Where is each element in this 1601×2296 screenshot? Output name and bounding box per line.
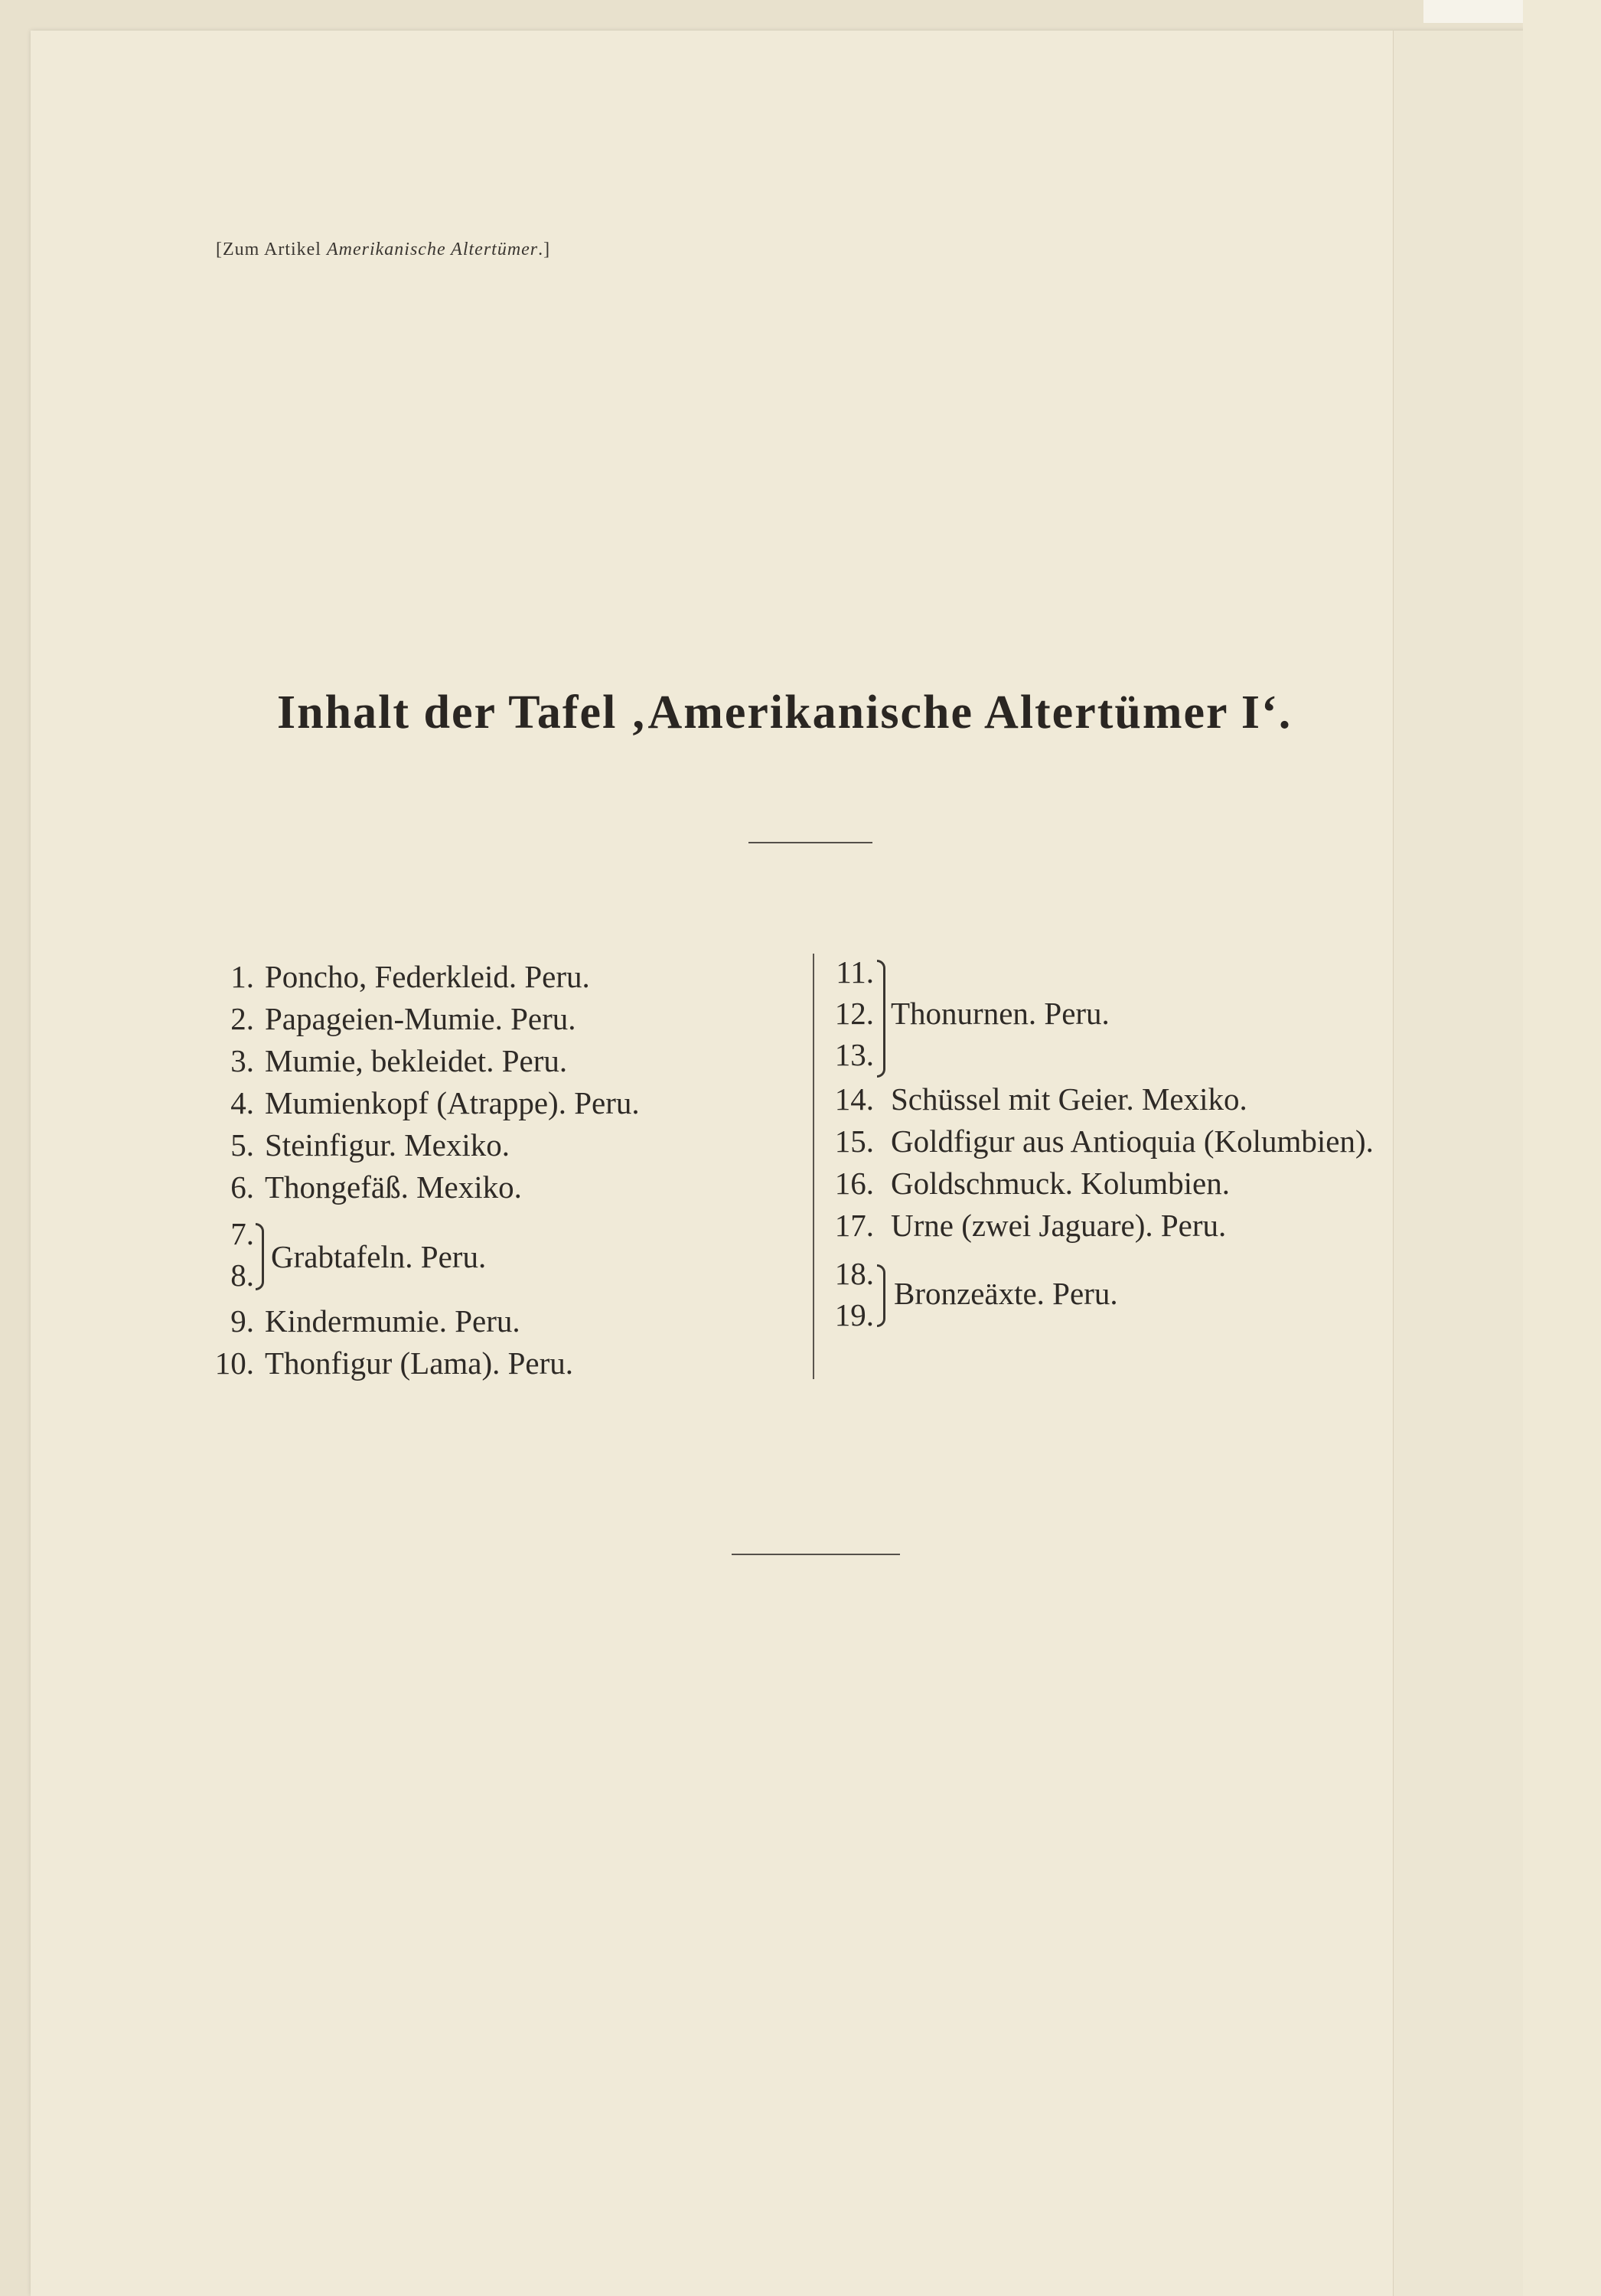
item-number: 7. [230,1216,254,1251]
item-number: 5. [230,1127,254,1163]
item-label: Steinfigur. Mexiko. [265,1127,510,1163]
item-label: Thonfigur (Lama). Peru. [265,1345,574,1381]
column-divider [813,954,814,1379]
item-label: Kindermumie. Peru. [265,1303,520,1339]
caption-suffix: .] [538,240,551,259]
divider-bottom [732,1554,900,1555]
item-number: 14. [834,1081,874,1117]
item-number: 4. [230,1085,254,1120]
group-brace [877,1264,885,1327]
item-number: 8. [230,1257,254,1293]
page-title: Inhalt der Tafel ‚Amerikanische Altertümer I‘. [277,687,1293,739]
item-number: 2. [230,1001,254,1036]
item-label: Thongefäß. Mexiko. [265,1169,522,1205]
group-label: Thonurnen. Peru. [891,996,1110,1031]
item-label: Schüssel mit Geier. Mexiko. [891,1081,1247,1117]
item-number: 11. [836,954,874,990]
item-label: Goldfigur aus Antioquia (Kolumbien). [891,1124,1374,1159]
item-number: 19. [834,1297,874,1332]
group-brace [256,1223,264,1290]
paper-page [31,31,1538,2296]
item-number: 15. [834,1124,874,1159]
divider-top [748,842,872,843]
group-brace [877,960,885,1078]
group-label: Bronzeäxte. Peru. [894,1276,1118,1311]
item-number: 17. [834,1208,874,1243]
item-label: Mumie, bekleidet. Peru. [265,1043,568,1078]
article-caption [216,240,550,260]
item-number: 6. [230,1169,254,1205]
page-edge-right [1523,0,1601,2296]
item-label: Poncho, Federkleid. Peru. [265,959,590,994]
item-label: Urne (zwei Jaguare). Peru. [891,1208,1227,1243]
page-edge [1423,0,1523,23]
caption-prefix: [Zum Artikel [216,240,327,259]
item-number: 18. [834,1256,874,1291]
item-number: 16. [834,1166,874,1201]
item-number: 1. [230,959,254,994]
group-label: Grabtafeln. Peru. [271,1239,487,1274]
item-number: 12. [834,996,874,1031]
item-number: 9. [230,1303,254,1339]
item-label: Goldschmuck. Kolumbien. [891,1166,1230,1201]
item-number: 13. [834,1037,874,1072]
item-label: Papageien-Mumie. Peru. [265,1001,576,1036]
item-label: Mumienkopf (Atrappe). Peru. [265,1085,640,1120]
caption-article-name: Amerikanische Altertümer [326,240,539,259]
item-number: 3. [230,1043,254,1078]
item-number: 10. [214,1345,254,1381]
